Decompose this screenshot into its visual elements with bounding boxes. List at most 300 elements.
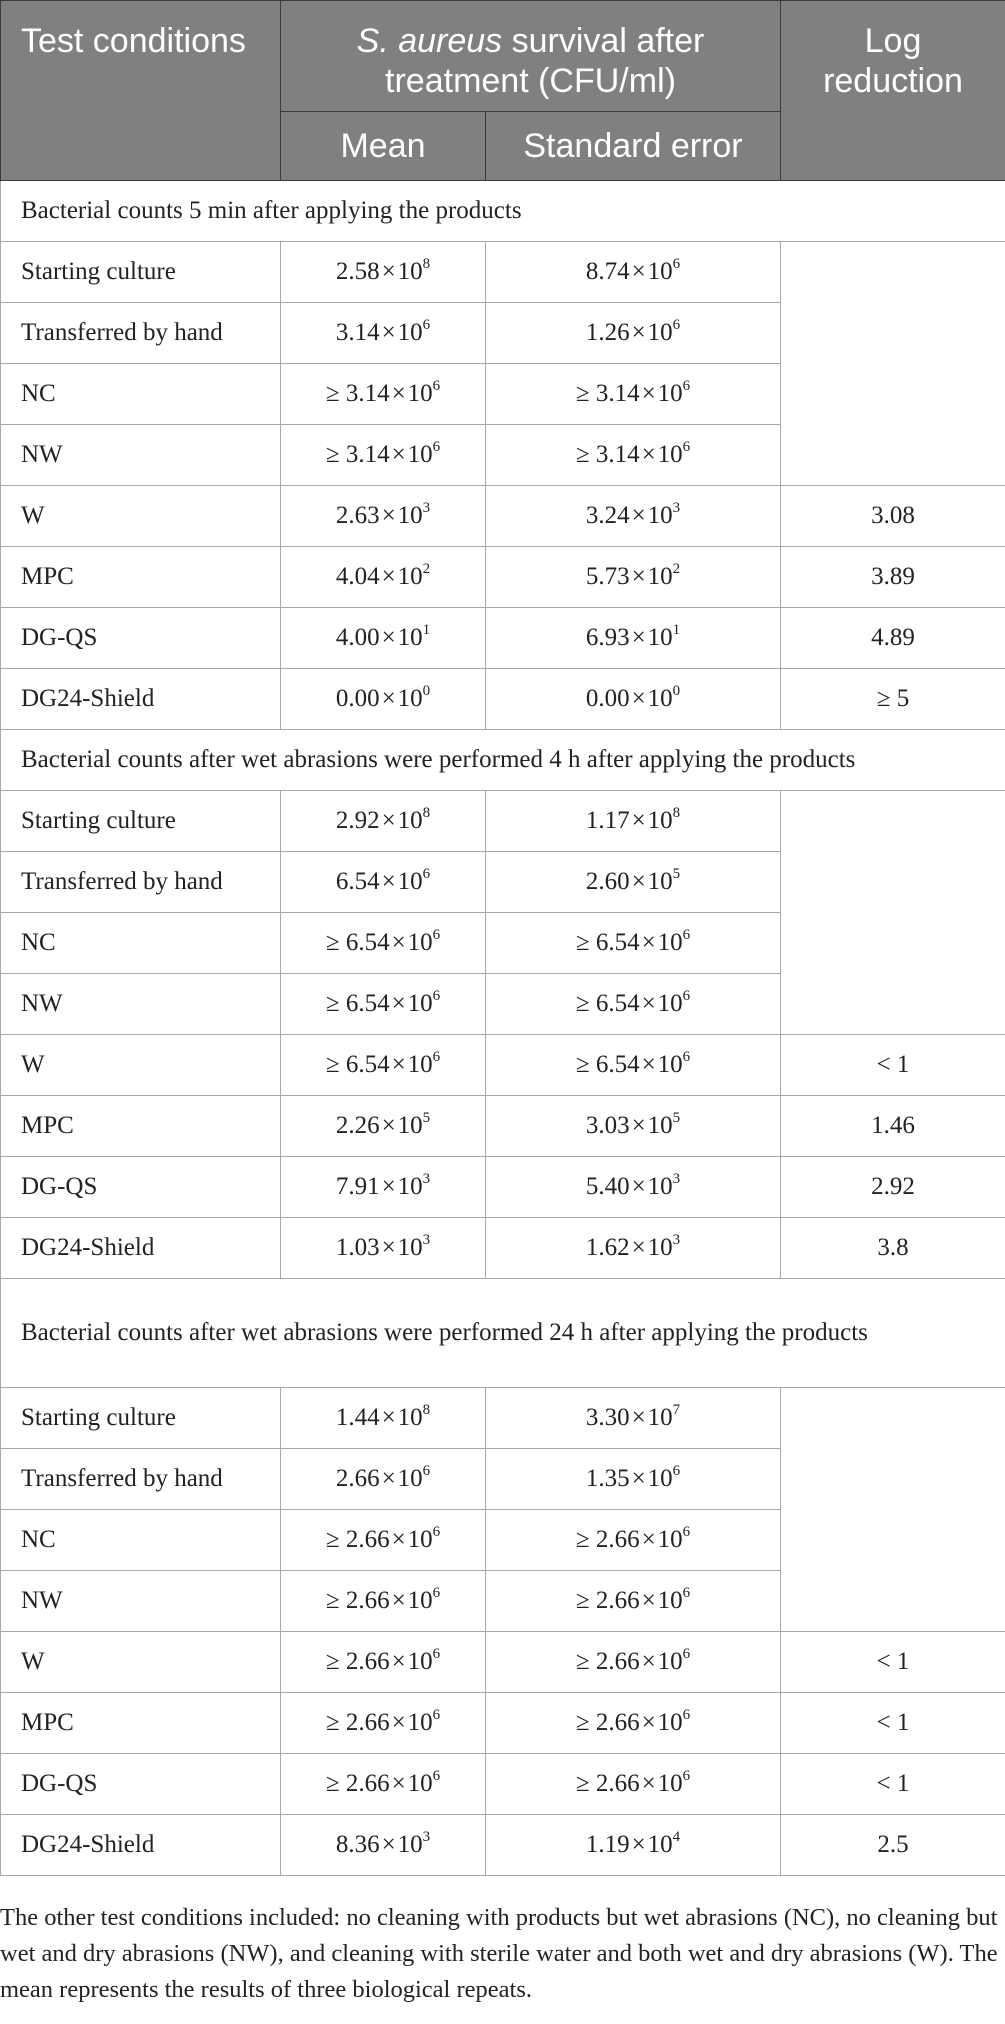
header-test-conditions: Test conditions bbox=[1, 1, 281, 181]
base-ten: 10 bbox=[397, 1831, 423, 1858]
exponent: 6 bbox=[682, 988, 691, 1004]
comparator: ≥ bbox=[575, 441, 596, 468]
base-ten: 10 bbox=[407, 1526, 433, 1553]
exponent: 3 bbox=[672, 500, 681, 516]
mantissa: 3.30 bbox=[585, 1404, 630, 1431]
exponent: 6 bbox=[672, 256, 681, 272]
times-sign: × bbox=[381, 258, 396, 285]
condition-cell: NW bbox=[1, 1571, 281, 1632]
times-sign: × bbox=[641, 990, 656, 1017]
mean-cell bbox=[281, 1693, 486, 1754]
table-row bbox=[1, 1096, 1005, 1157]
mantissa: 6.54 bbox=[345, 1051, 390, 1078]
condition-cell: DG24-Shield bbox=[1, 669, 281, 730]
mantissa: 2.66 bbox=[345, 1526, 390, 1553]
exponent: 6 bbox=[432, 1524, 441, 1540]
section-title: Bacterial counts after wet abrasions were performed 24 h after applying the products bbox=[1, 1279, 1005, 1388]
mantissa: 1.35 bbox=[585, 1465, 630, 1492]
mantissa: 2.66 bbox=[595, 1648, 640, 1675]
standard-error-cell bbox=[486, 242, 781, 303]
times-sign: × bbox=[641, 1648, 656, 1675]
table-row bbox=[1, 242, 1005, 303]
condition-cell: Transferred by hand bbox=[1, 1449, 281, 1510]
standard-error-cell bbox=[486, 1096, 781, 1157]
base-ten: 10 bbox=[647, 1173, 673, 1200]
table-row bbox=[1, 1632, 1005, 1693]
base-ten: 10 bbox=[647, 1234, 673, 1261]
mantissa: 2.66 bbox=[345, 1770, 390, 1797]
times-sign: × bbox=[381, 624, 396, 651]
condition-cell: NW bbox=[1, 974, 281, 1035]
times-sign: × bbox=[631, 1831, 646, 1858]
mean-cell bbox=[281, 547, 486, 608]
log-reduction-cell: ≥ 5 bbox=[781, 669, 1005, 730]
header-survival-species: S. aureus bbox=[356, 21, 503, 60]
mean-cell bbox=[281, 1388, 486, 1449]
condition-cell: MPC bbox=[1, 1096, 281, 1157]
times-sign: × bbox=[391, 1648, 406, 1675]
base-ten: 10 bbox=[647, 563, 673, 590]
standard-error-cell bbox=[486, 1815, 781, 1876]
section-header-row bbox=[1, 181, 1005, 242]
mean-cell bbox=[281, 974, 486, 1035]
standard-error-cell bbox=[486, 1157, 781, 1218]
mean-cell bbox=[281, 1571, 486, 1632]
mantissa: 2.66 bbox=[345, 1587, 390, 1614]
times-sign: × bbox=[641, 380, 656, 407]
standard-error-cell bbox=[486, 1510, 781, 1571]
times-sign: × bbox=[631, 1465, 646, 1492]
log-reduction-cell: < 1 bbox=[781, 1632, 1005, 1693]
base-ten: 10 bbox=[397, 319, 423, 346]
exponent: 6 bbox=[432, 927, 441, 943]
comparator: ≥ bbox=[325, 1648, 346, 1675]
exponent: 6 bbox=[682, 378, 691, 394]
comparator: ≥ bbox=[575, 1648, 596, 1675]
table-row bbox=[1, 1754, 1005, 1815]
mantissa: 8.36 bbox=[335, 1831, 380, 1858]
exponent: 3 bbox=[672, 1171, 681, 1187]
table-row bbox=[1, 1815, 1005, 1876]
exponent: 6 bbox=[422, 866, 431, 882]
exponent: 3 bbox=[672, 1232, 681, 1248]
standard-error-cell bbox=[486, 1571, 781, 1632]
times-sign: × bbox=[641, 929, 656, 956]
times-sign: × bbox=[381, 1831, 396, 1858]
exponent: 6 bbox=[682, 1646, 691, 1662]
exponent: 6 bbox=[422, 1463, 431, 1479]
comparator: ≥ bbox=[325, 929, 346, 956]
base-ten: 10 bbox=[647, 319, 673, 346]
section-title: Bacterial counts after wet abrasions were performed 4 h after applying the products bbox=[1, 730, 1005, 791]
condition-cell: MPC bbox=[1, 1693, 281, 1754]
base-ten: 10 bbox=[407, 929, 433, 956]
times-sign: × bbox=[381, 1112, 396, 1139]
section-header-row bbox=[1, 1279, 1005, 1388]
times-sign: × bbox=[391, 441, 406, 468]
mantissa: 8.74 bbox=[585, 258, 630, 285]
mantissa: 2.26 bbox=[335, 1112, 380, 1139]
base-ten: 10 bbox=[407, 1587, 433, 1614]
times-sign: × bbox=[631, 868, 646, 895]
base-ten: 10 bbox=[657, 1051, 683, 1078]
log-reduction-cell: 1.46 bbox=[781, 1096, 1005, 1157]
header-survival bbox=[281, 1, 781, 112]
mean-cell bbox=[281, 303, 486, 364]
times-sign: × bbox=[391, 1051, 406, 1078]
mean-cell bbox=[281, 425, 486, 486]
standard-error-cell bbox=[486, 547, 781, 608]
times-sign: × bbox=[391, 929, 406, 956]
exponent: 2 bbox=[422, 561, 431, 577]
condition-cell: DG-QS bbox=[1, 608, 281, 669]
condition-cell: NC bbox=[1, 1510, 281, 1571]
times-sign: × bbox=[391, 380, 406, 407]
base-ten: 10 bbox=[657, 1770, 683, 1797]
condition-cell: MPC bbox=[1, 547, 281, 608]
base-ten: 10 bbox=[647, 1404, 673, 1431]
log-reduction-cell: 3.89 bbox=[781, 547, 1005, 608]
times-sign: × bbox=[631, 1404, 646, 1431]
mantissa: 4.00 bbox=[335, 624, 380, 651]
times-sign: × bbox=[641, 441, 656, 468]
comparator: ≥ bbox=[575, 1709, 596, 1736]
mantissa: 0.00 bbox=[585, 685, 630, 712]
base-ten: 10 bbox=[397, 624, 423, 651]
log-reduction-cell: 2.92 bbox=[781, 1157, 1005, 1218]
log-reduction-empty-cell bbox=[781, 1388, 1005, 1632]
mantissa: 2.58 bbox=[335, 258, 380, 285]
condition-cell: DG24-Shield bbox=[1, 1218, 281, 1279]
base-ten: 10 bbox=[647, 1465, 673, 1492]
base-ten: 10 bbox=[657, 1709, 683, 1736]
condition-cell: W bbox=[1, 486, 281, 547]
comparator: ≥ bbox=[575, 990, 596, 1017]
mean-cell bbox=[281, 364, 486, 425]
times-sign: × bbox=[641, 1770, 656, 1797]
mantissa: 2.66 bbox=[345, 1709, 390, 1736]
table-row bbox=[1, 791, 1005, 852]
mantissa: 6.54 bbox=[595, 929, 640, 956]
exponent: 8 bbox=[422, 805, 431, 821]
times-sign: × bbox=[631, 319, 646, 346]
log-reduction-cell: < 1 bbox=[781, 1035, 1005, 1096]
table-row bbox=[1, 1388, 1005, 1449]
mantissa: 3.24 bbox=[585, 502, 630, 529]
mean-cell bbox=[281, 1510, 486, 1571]
times-sign: × bbox=[381, 685, 396, 712]
standard-error-cell bbox=[486, 486, 781, 547]
mantissa: 4.04 bbox=[335, 563, 380, 590]
mantissa: 6.54 bbox=[595, 990, 640, 1017]
base-ten: 10 bbox=[647, 807, 673, 834]
log-reduction-cell: 2.5 bbox=[781, 1815, 1005, 1876]
mean-cell bbox=[281, 791, 486, 852]
mean-cell bbox=[281, 486, 486, 547]
exponent: 6 bbox=[682, 1585, 691, 1601]
mean-cell bbox=[281, 1157, 486, 1218]
times-sign: × bbox=[631, 258, 646, 285]
condition-cell: DG-QS bbox=[1, 1157, 281, 1218]
base-ten: 10 bbox=[657, 1587, 683, 1614]
standard-error-cell bbox=[486, 913, 781, 974]
base-ten: 10 bbox=[397, 1173, 423, 1200]
standard-error-cell bbox=[486, 852, 781, 913]
standard-error-cell bbox=[486, 669, 781, 730]
times-sign: × bbox=[631, 563, 646, 590]
exponent: 6 bbox=[432, 1049, 441, 1065]
comparator: ≥ bbox=[325, 990, 346, 1017]
section-title: Bacterial counts 5 min after applying the products bbox=[1, 181, 1005, 242]
times-sign: × bbox=[641, 1051, 656, 1078]
base-ten: 10 bbox=[657, 380, 683, 407]
exponent: 2 bbox=[672, 561, 681, 577]
exponent: 6 bbox=[432, 988, 441, 1004]
condition-cell: W bbox=[1, 1632, 281, 1693]
standard-error-cell bbox=[486, 1388, 781, 1449]
times-sign: × bbox=[391, 1709, 406, 1736]
standard-error-cell bbox=[486, 1632, 781, 1693]
condition-cell: W bbox=[1, 1035, 281, 1096]
mantissa: 6.54 bbox=[595, 1051, 640, 1078]
standard-error-cell bbox=[486, 791, 781, 852]
exponent: 6 bbox=[432, 1707, 441, 1723]
log-reduction-cell: 4.89 bbox=[781, 608, 1005, 669]
times-sign: × bbox=[381, 807, 396, 834]
mantissa: 1.17 bbox=[585, 807, 630, 834]
table-row bbox=[1, 486, 1005, 547]
base-ten: 10 bbox=[397, 1465, 423, 1492]
comparator: ≥ bbox=[325, 1770, 346, 1797]
log-reduction-cell: 3.8 bbox=[781, 1218, 1005, 1279]
exponent: 6 bbox=[672, 1463, 681, 1479]
times-sign: × bbox=[391, 1770, 406, 1797]
exponent: 7 bbox=[672, 1402, 681, 1418]
table-footnote: The other test conditions included: no cleaning with products but wet abrasions (NC), no cleaning but wet and dry abrasions (NW), and cleaning with sterile water and both wet and dry abrasions (W). The mean represents the results of three biological repeats. bbox=[0, 1904, 998, 2003]
comparator: ≥ bbox=[325, 441, 346, 468]
base-ten: 10 bbox=[407, 441, 433, 468]
log-reduction-cell: < 1 bbox=[781, 1754, 1005, 1815]
times-sign: × bbox=[381, 868, 396, 895]
mean-cell bbox=[281, 1754, 486, 1815]
standard-error-cell bbox=[486, 1449, 781, 1510]
exponent: 6 bbox=[682, 927, 691, 943]
times-sign: × bbox=[641, 1709, 656, 1736]
comparator: ≥ bbox=[575, 380, 596, 407]
mantissa: 6.54 bbox=[345, 929, 390, 956]
base-ten: 10 bbox=[647, 685, 673, 712]
base-ten: 10 bbox=[397, 258, 423, 285]
mantissa: 6.54 bbox=[345, 990, 390, 1017]
base-ten: 10 bbox=[397, 807, 423, 834]
times-sign: × bbox=[631, 1173, 646, 1200]
section-header-row bbox=[1, 730, 1005, 791]
times-sign: × bbox=[381, 502, 396, 529]
times-sign: × bbox=[631, 685, 646, 712]
table-row bbox=[1, 608, 1005, 669]
times-sign: × bbox=[641, 1526, 656, 1553]
mantissa: 0.00 bbox=[335, 685, 380, 712]
mean-cell bbox=[281, 1815, 486, 1876]
exponent: 3 bbox=[422, 1829, 431, 1845]
mantissa: 2.66 bbox=[595, 1709, 640, 1736]
exponent: 6 bbox=[432, 1646, 441, 1662]
exponent: 6 bbox=[422, 317, 431, 333]
condition-cell: Transferred by hand bbox=[1, 852, 281, 913]
base-ten: 10 bbox=[647, 868, 673, 895]
mantissa: 1.26 bbox=[585, 319, 630, 346]
exponent: 5 bbox=[672, 1110, 681, 1126]
times-sign: × bbox=[381, 1173, 396, 1200]
base-ten: 10 bbox=[407, 1648, 433, 1675]
base-ten: 10 bbox=[657, 441, 683, 468]
condition-cell: Starting culture bbox=[1, 1388, 281, 1449]
mantissa: 3.14 bbox=[595, 441, 640, 468]
times-sign: × bbox=[381, 319, 396, 346]
exponent: 6 bbox=[432, 1585, 441, 1601]
base-ten: 10 bbox=[397, 1112, 423, 1139]
comparator: ≥ bbox=[575, 929, 596, 956]
base-ten: 10 bbox=[397, 1404, 423, 1431]
header-mean: Mean bbox=[281, 112, 486, 181]
table-body bbox=[1, 181, 1005, 1876]
standard-error-cell bbox=[486, 1218, 781, 1279]
base-ten: 10 bbox=[407, 1051, 433, 1078]
times-sign: × bbox=[631, 807, 646, 834]
condition-cell: DG24-Shield bbox=[1, 1815, 281, 1876]
table-row bbox=[1, 1218, 1005, 1279]
exponent: 8 bbox=[422, 256, 431, 272]
base-ten: 10 bbox=[397, 1234, 423, 1261]
times-sign: × bbox=[381, 1465, 396, 1492]
mantissa: 6.93 bbox=[585, 624, 630, 651]
exponent: 3 bbox=[422, 1171, 431, 1187]
mean-cell bbox=[281, 852, 486, 913]
base-ten: 10 bbox=[407, 1709, 433, 1736]
exponent: 8 bbox=[422, 1402, 431, 1418]
base-ten: 10 bbox=[647, 1831, 673, 1858]
mean-cell bbox=[281, 1035, 486, 1096]
table-header bbox=[1, 1, 1005, 181]
exponent: 6 bbox=[682, 1768, 691, 1784]
times-sign: × bbox=[631, 624, 646, 651]
mantissa: 2.66 bbox=[595, 1587, 640, 1614]
base-ten: 10 bbox=[407, 990, 433, 1017]
exponent: 6 bbox=[432, 1768, 441, 1784]
exponent: 4 bbox=[672, 1829, 681, 1845]
mantissa: 3.14 bbox=[345, 380, 390, 407]
mantissa: 1.03 bbox=[335, 1234, 380, 1261]
comparator: ≥ bbox=[325, 1051, 346, 1078]
exponent: 1 bbox=[422, 622, 431, 638]
log-reduction-empty-cell bbox=[781, 242, 1005, 486]
table-row bbox=[1, 1035, 1005, 1096]
mean-cell bbox=[281, 242, 486, 303]
exponent: 5 bbox=[672, 866, 681, 882]
exponent: 0 bbox=[422, 683, 431, 699]
mean-cell bbox=[281, 1449, 486, 1510]
mean-cell bbox=[281, 669, 486, 730]
exponent: 6 bbox=[672, 317, 681, 333]
standard-error-cell bbox=[486, 1693, 781, 1754]
mantissa: 2.60 bbox=[585, 868, 630, 895]
mean-cell bbox=[281, 608, 486, 669]
exponent: 1 bbox=[672, 622, 681, 638]
standard-error-cell bbox=[486, 974, 781, 1035]
times-sign: × bbox=[631, 1112, 646, 1139]
table-row bbox=[1, 547, 1005, 608]
log-reduction-cell: < 1 bbox=[781, 1693, 1005, 1754]
mantissa: 2.92 bbox=[335, 807, 380, 834]
times-sign: × bbox=[631, 1234, 646, 1261]
exponent: 6 bbox=[682, 1707, 691, 1723]
exponent: 3 bbox=[422, 500, 431, 516]
standard-error-cell bbox=[486, 1035, 781, 1096]
exponent: 6 bbox=[682, 439, 691, 455]
condition-cell: NC bbox=[1, 364, 281, 425]
header-survival-rest: survival after treatment (CFU/ml) bbox=[385, 21, 705, 100]
base-ten: 10 bbox=[657, 1526, 683, 1553]
exponent: 6 bbox=[682, 1524, 691, 1540]
mean-cell bbox=[281, 913, 486, 974]
mantissa: 2.66 bbox=[595, 1526, 640, 1553]
mantissa: 2.66 bbox=[345, 1648, 390, 1675]
base-ten: 10 bbox=[397, 685, 423, 712]
base-ten: 10 bbox=[407, 380, 433, 407]
base-ten: 10 bbox=[407, 1770, 433, 1797]
mean-cell bbox=[281, 1632, 486, 1693]
comparator: ≥ bbox=[325, 380, 346, 407]
mantissa: 2.66 bbox=[335, 1465, 380, 1492]
mantissa: 5.40 bbox=[585, 1173, 630, 1200]
exponent: 6 bbox=[682, 1049, 691, 1065]
comparator: ≥ bbox=[575, 1051, 596, 1078]
base-ten: 10 bbox=[647, 258, 673, 285]
times-sign: × bbox=[641, 1587, 656, 1614]
standard-error-cell bbox=[486, 1754, 781, 1815]
exponent: 5 bbox=[422, 1110, 431, 1126]
exponent: 3 bbox=[422, 1232, 431, 1248]
base-ten: 10 bbox=[397, 502, 423, 529]
mantissa: 3.14 bbox=[595, 380, 640, 407]
mantissa: 1.62 bbox=[585, 1234, 630, 1261]
mantissa: 2.66 bbox=[595, 1770, 640, 1797]
mantissa: 1.19 bbox=[585, 1831, 630, 1858]
base-ten: 10 bbox=[397, 868, 423, 895]
condition-cell: Starting culture bbox=[1, 242, 281, 303]
header-standard-error: Standard error bbox=[486, 112, 781, 181]
table-row bbox=[1, 1157, 1005, 1218]
base-ten: 10 bbox=[647, 1112, 673, 1139]
header-log-reduction: Log reduction bbox=[781, 1, 1005, 181]
comparator: ≥ bbox=[325, 1526, 346, 1553]
mantissa: 1.44 bbox=[335, 1404, 380, 1431]
mean-cell bbox=[281, 1096, 486, 1157]
standard-error-cell bbox=[486, 425, 781, 486]
times-sign: × bbox=[391, 1526, 406, 1553]
condition-cell: NW bbox=[1, 425, 281, 486]
comparator: ≥ bbox=[325, 1587, 346, 1614]
times-sign: × bbox=[391, 990, 406, 1017]
mantissa: 7.91 bbox=[335, 1173, 380, 1200]
mantissa: 5.73 bbox=[585, 563, 630, 590]
times-sign: × bbox=[631, 502, 646, 529]
comparator: ≥ bbox=[575, 1587, 596, 1614]
base-ten: 10 bbox=[647, 502, 673, 529]
mantissa: 3.03 bbox=[585, 1112, 630, 1139]
condition-cell: Starting culture bbox=[1, 791, 281, 852]
standard-error-cell bbox=[486, 608, 781, 669]
